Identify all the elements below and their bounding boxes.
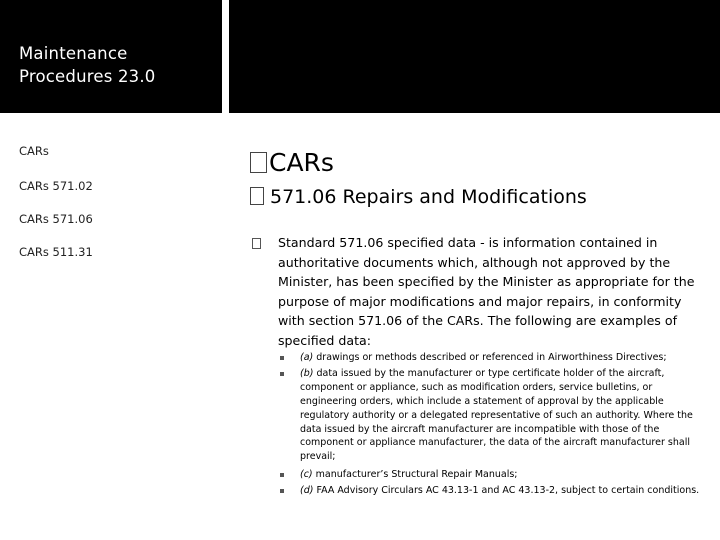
presentation-title: Maintenance Procedures 23.0 xyxy=(19,44,156,86)
list-item: (b) data issued by the manufacturer or type certificate holder of the aircraft, component or appliance, such as modification orders, service bulletins, or engineering orders, which include a statement of approval by the applicable regulatory authority or a delegated representative of such an authority. Where the data issued by the aircraft manufacturer are incompatible with those of the component or appliance manufacturer, the data of the aircraft manufacturer shall prevail; xyxy=(280,367,700,464)
body-paragraph: Standard 571.06 specified data - is information contained in authoritative documents which, although not approved by the Minister, has been specified by the Minister as appropriate for the purpose of major modifications and major repairs, in conformity with section 571.06 of the CARs. The following are examples of specified data: xyxy=(278,235,695,348)
square-bullet-icon xyxy=(280,356,284,360)
specified-data-list xyxy=(280,351,700,498)
subheading-text: 571.06 Repairs and Modifications xyxy=(270,186,587,208)
sidebar-item-cars-571-02[interactable]: CARs 571.02 xyxy=(19,179,93,193)
title-panel xyxy=(0,0,222,113)
square-bullet-icon xyxy=(280,489,284,493)
slide-heading xyxy=(250,148,334,178)
heading-text: CARs xyxy=(269,148,334,177)
bullet-icon xyxy=(250,187,264,205)
square-bullet-icon xyxy=(280,372,284,376)
list-item: (a) drawings or methods described or referenced in Airworthiness Directives; xyxy=(280,351,700,365)
sidebar-item-cars[interactable]: CARs xyxy=(19,144,49,158)
bullet-icon xyxy=(252,238,261,249)
list-item: (c) manufacturer’s Structural Repair Manuals; xyxy=(280,468,700,482)
bullet-icon xyxy=(250,152,267,173)
list-item: (d) FAA Advisory Circulars AC 43.13-1 and AC 43.13-2, subject to certain conditions. xyxy=(280,484,700,498)
slide-subheading xyxy=(250,184,587,210)
sidebar-item-cars-511-31[interactable]: CARs 511.31 xyxy=(19,245,93,259)
sidebar-item-cars-571-06[interactable]: CARs 571.06 xyxy=(19,212,93,226)
square-bullet-icon xyxy=(280,473,284,477)
header-bar xyxy=(229,0,720,113)
